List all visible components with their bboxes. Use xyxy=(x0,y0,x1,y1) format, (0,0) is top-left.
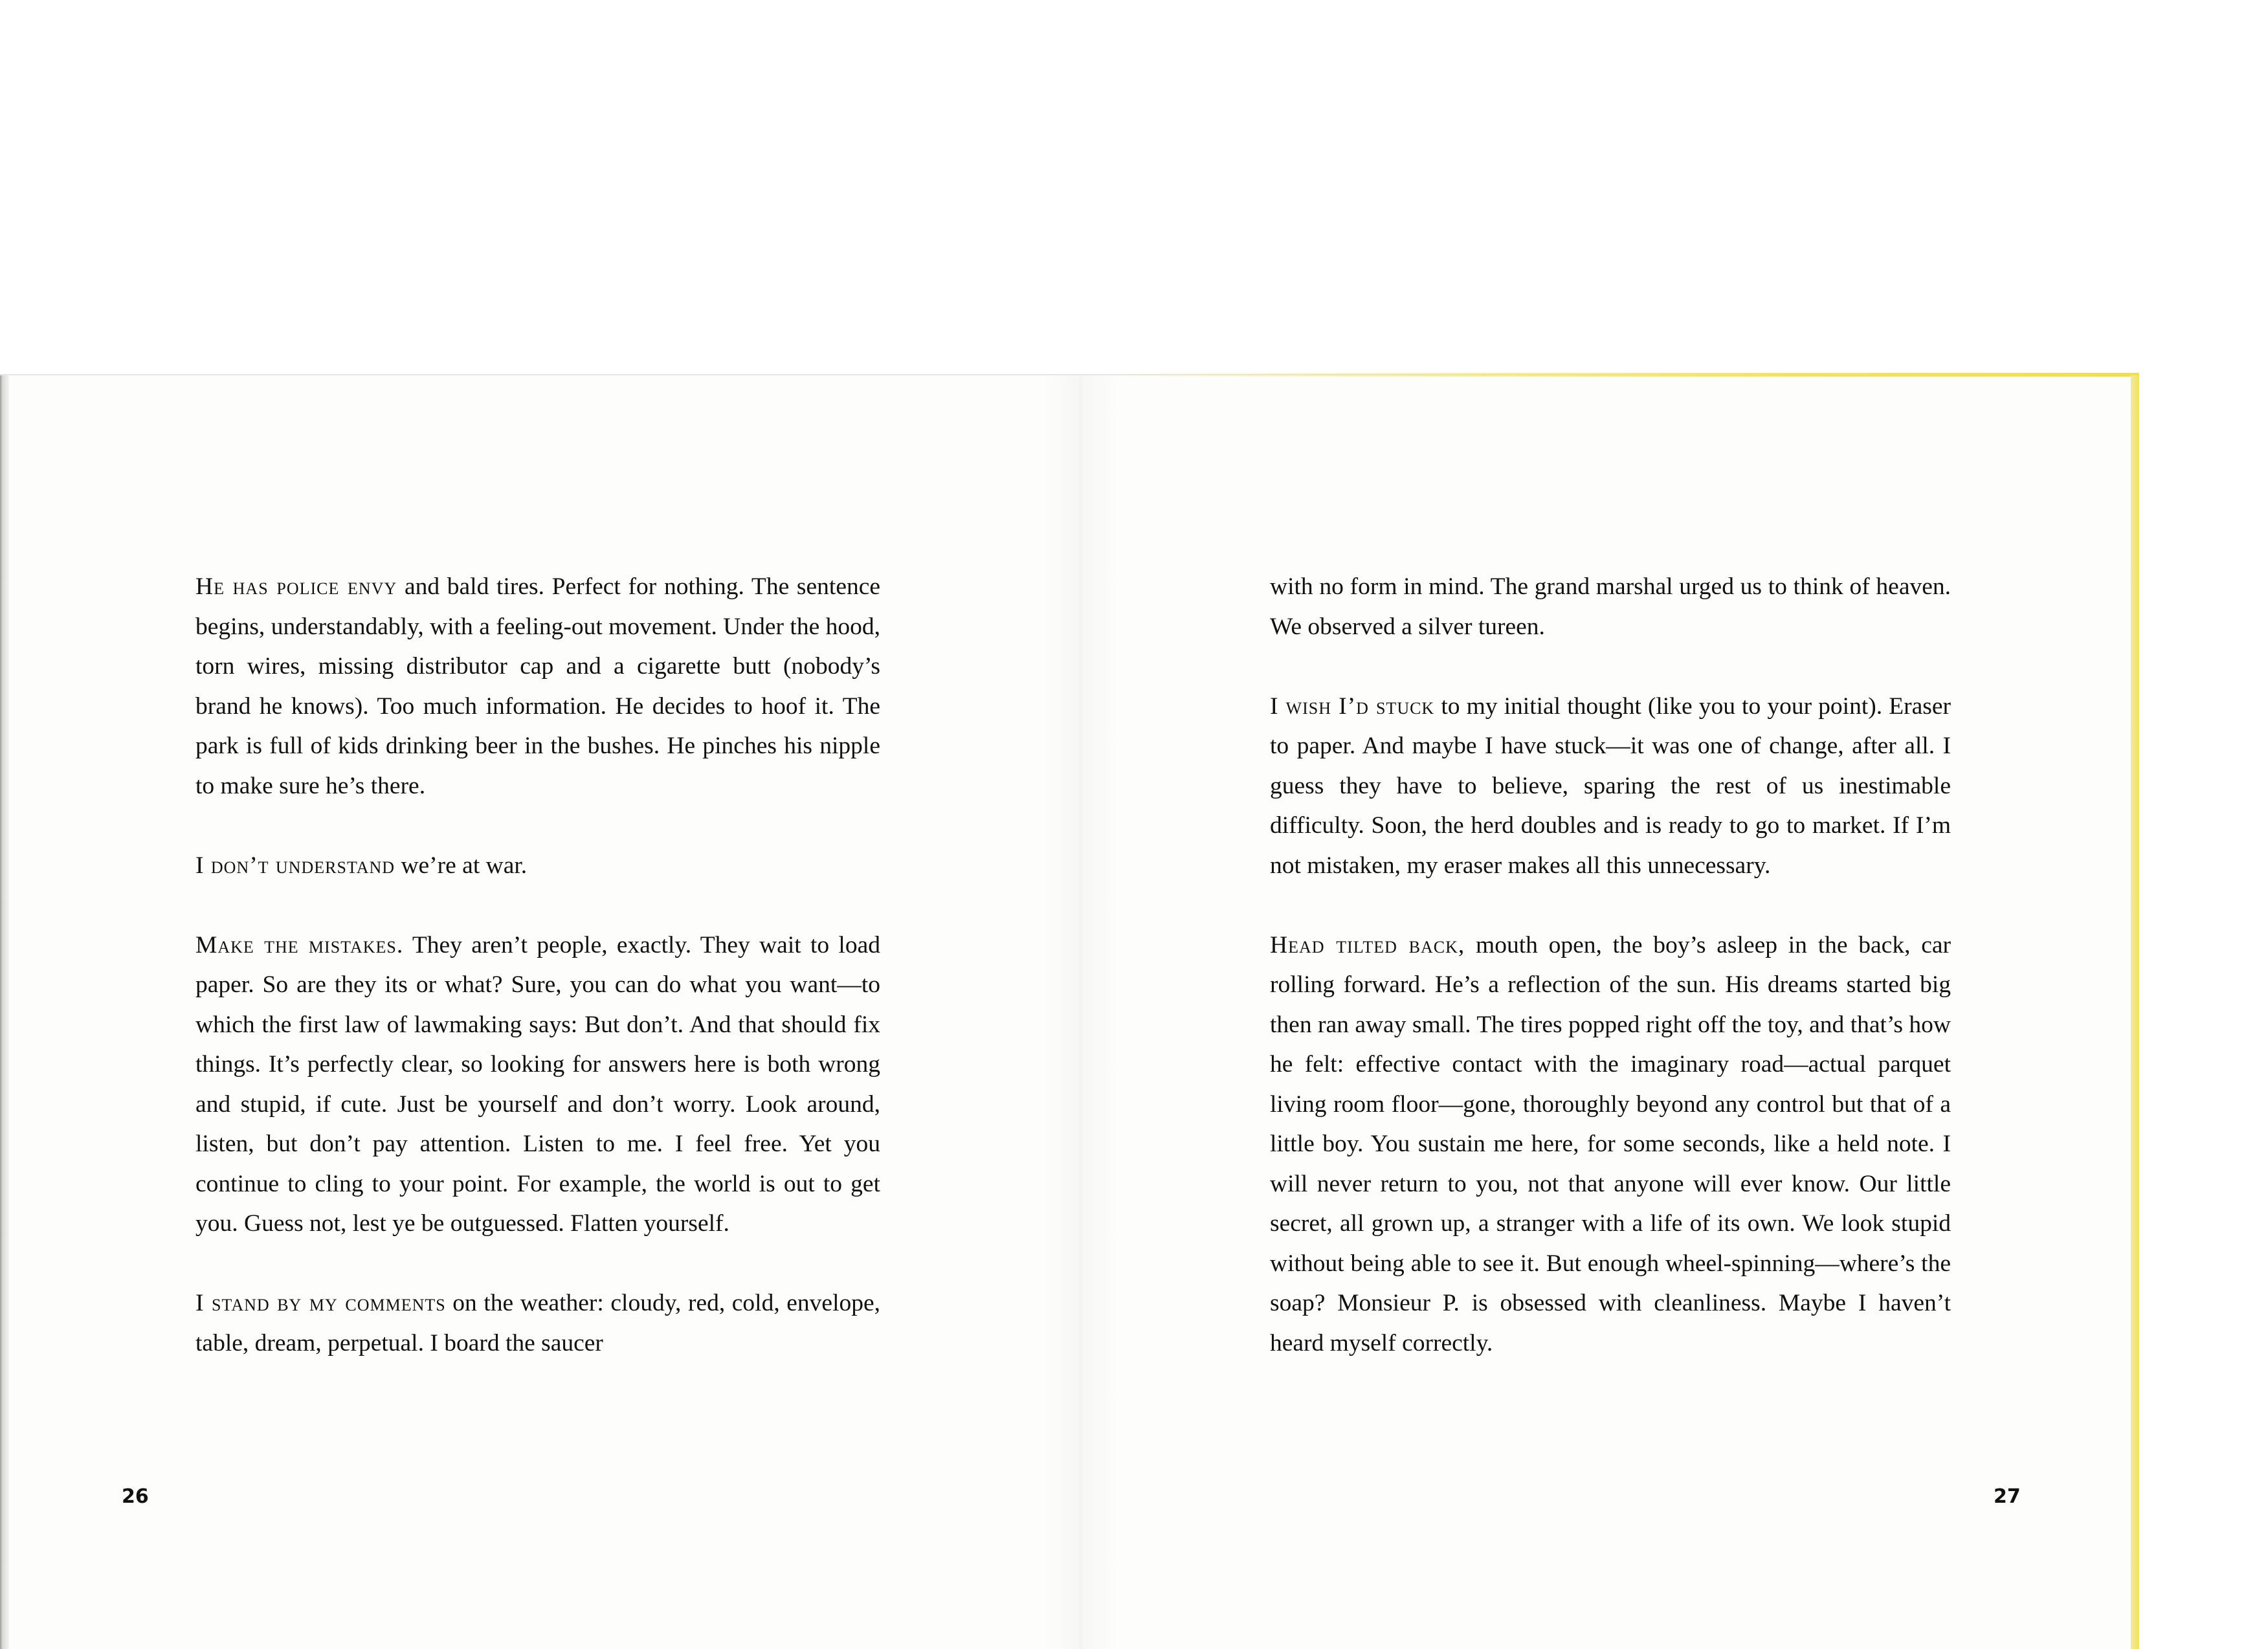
paragraph-body: we’re at war. xyxy=(395,852,528,879)
open-book xyxy=(0,374,2139,1649)
paragraph xyxy=(195,567,880,806)
paragraph-body: on the weather: cloudy, red, cold, envelope, table, dream, perpetual. I board the saucer xyxy=(195,1290,881,1356)
paragraph-body: mouth open, the boy’s asleep in the back, car rolling forward. He’s a reflection of the sun. His dreams started big then ran away small. The tires popped right off the toy, and that’s how he felt: effective contact with the imaginary road—actual parquet living room floor—gone, thoroughly beyond any control but that of a little boy. You sustain me here, for some seconds, like a held note. I will never return to you, not that anyone will ever know. Our little secret, all grown up, a stranger with a life of its own. We look stupid without being able to see it. But enough wheel-spinning—where’s the soap? Monsieur P. is obsessed with cleanliness. Maybe I haven’t heard myself correctly. xyxy=(1270,931,1951,1356)
paragraph-body: with no form in mind. The grand marshal urged us to think of heaven. We observed a silver tureen. xyxy=(1270,573,1951,640)
paragraph xyxy=(195,1283,880,1363)
right-page xyxy=(1074,375,2139,1649)
paragraph-lead: I wish I’d stuck xyxy=(1270,692,1435,720)
left-page xyxy=(0,375,1074,1649)
page-number-left: 26 xyxy=(122,1485,149,1508)
paragraph xyxy=(1270,567,1951,647)
right-page-text xyxy=(1270,567,1951,1363)
paragraph-lead: He has police envy xyxy=(195,573,397,600)
paragraph xyxy=(1270,687,1951,886)
paragraph-body: and bald tires. Perfect for nothing. The sentence begins, understandably, with a feeling-out movement. Under the hood, torn wires, missing distributor cap and a cigarette butt (nobody’s brand he knows). Too much information. He decides to hoof it. The park is full of kids drinking beer in the bushes. He pinches his nipple to make sure he’s there. xyxy=(195,573,881,799)
paragraph-lead: I don’t understand xyxy=(195,852,395,879)
paragraph-lead: Make the mistakes. xyxy=(195,931,404,958)
paragraph xyxy=(1270,925,1951,1364)
paragraph xyxy=(195,925,880,1244)
paragraph-body: They aren’t people, exactly. They wait to load paper. So are they its or what? Sure, you can do what you want—to which the first law of lawmaking says: But don’t. And that should fix things. It’s perfectly clear, so looking for answers here is both wrong and stupid, if cute. Just be yourself and don’t worry. Look around, listen, but don’t pay attention. Listen to me. I feel free. Yet you continue to cling to your point. For example, the world is out to get you. Guess not, lest ye be outguessed. Flatten yourself. xyxy=(195,931,880,1237)
left-page-text xyxy=(195,567,880,1363)
page-number-right: 27 xyxy=(1994,1485,2021,1508)
paragraph xyxy=(195,846,880,886)
paragraph-body: to my initial thought (like you to your point). Eraser to paper. And maybe I have stuck—it was one of change, after all. I guess they have to believe, sparing the rest of us inestimable difficulty. Soon, the herd doubles and is ready to go to market. If I’m not mistaken, my eraser makes all this unnecessary. xyxy=(1270,692,1951,879)
paragraph-lead: Head tilted back, xyxy=(1270,931,1465,958)
paragraph-lead: I stand by my comments xyxy=(195,1290,446,1316)
